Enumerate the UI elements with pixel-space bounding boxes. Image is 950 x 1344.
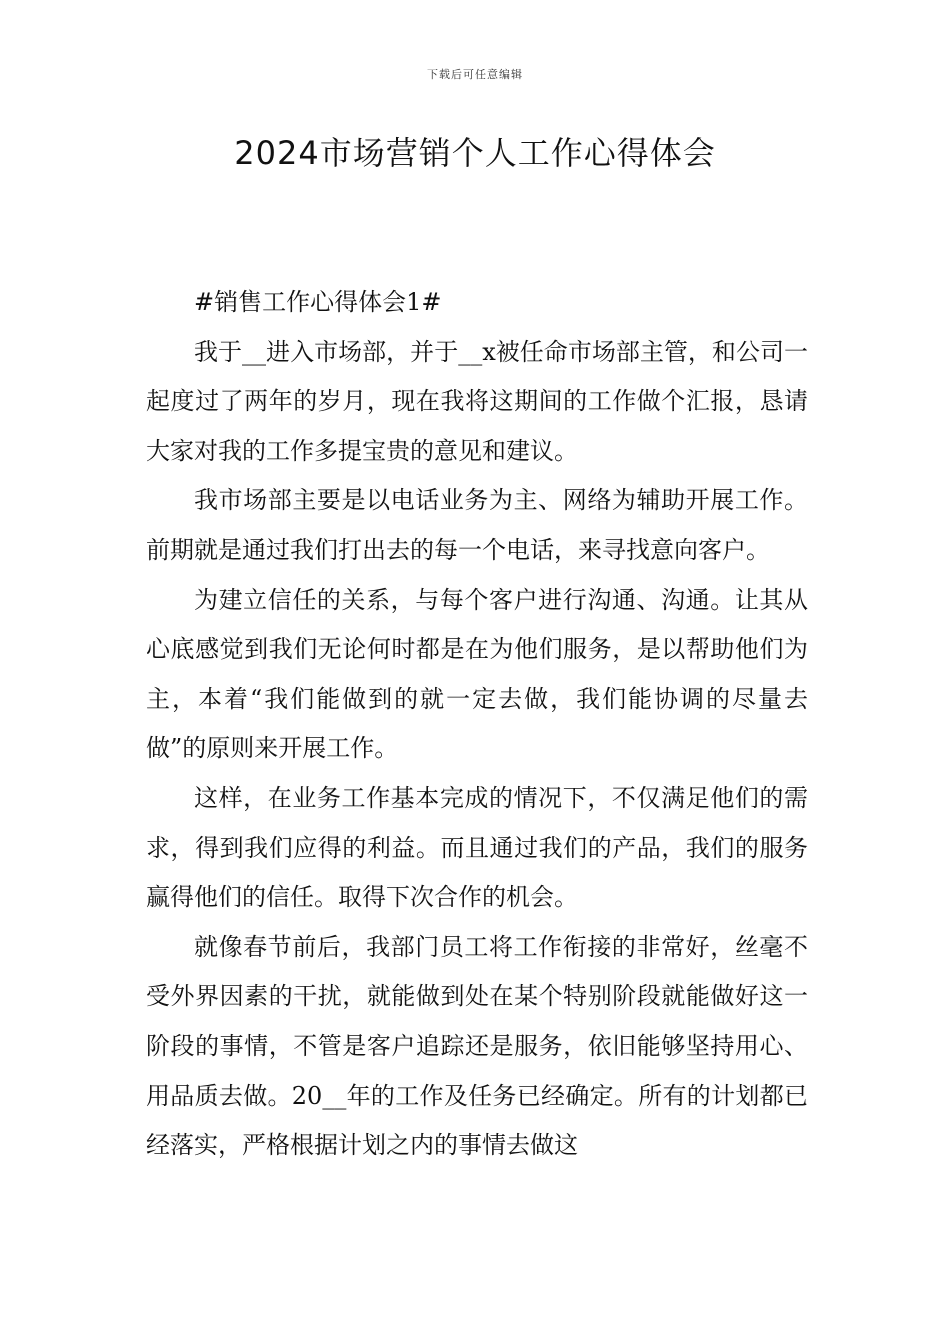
paragraph: 就像春节前后，我部门员工将工作衔接的非常好，丝毫不受外界因素的干扰，就能做到处在某个特别阶段就能做好这一阶段的事情，不管是客户追踪还是服务，依旧能够坚持用心、用品质去做。20__年的工作及任务已经确定。所有的计划都已经落实，严格根据计划之内的事情去做这: [146, 932, 808, 1160]
paragraph: 我于__进入市场部，并于__x被任命市场部主管，和公司一起度过了两年的岁月，现在我将这期间的工作做个汇报，恳请大家对我的工作多提宝贵的意见和建议。: [146, 337, 808, 465]
paragraph: 这样，在业务工作基本完成的情况下，不仅满足他们的需求，得到我们应得的利益。而且通过我们的产品，我们的服务赢得他们的信任。取得下次合作的机会。: [146, 783, 808, 912]
document-title: 2024市场营销个人工作心得体会: [234, 134, 716, 172]
paragraph: 我市场部主要是以电话业务为主、网络为辅助开展工作。前期就是通过我们打出去的每一个电话，来寻找意向客户。: [146, 486, 808, 564]
header-note: 下载后可任意编辑: [427, 68, 523, 81]
paragraph: 为建立信任的关系，与每个客户进行沟通、沟通。让其从心底感觉到我们无论何时都是在为他们服务，是以帮助他们为主，本着“我们能做到的就一定去做，我们能协调的尽量去做”的原则来开展工作。: [146, 585, 808, 763]
section-heading: #销售工作心得体会1#: [194, 288, 442, 316]
document-body: [146, 278, 808, 1171]
